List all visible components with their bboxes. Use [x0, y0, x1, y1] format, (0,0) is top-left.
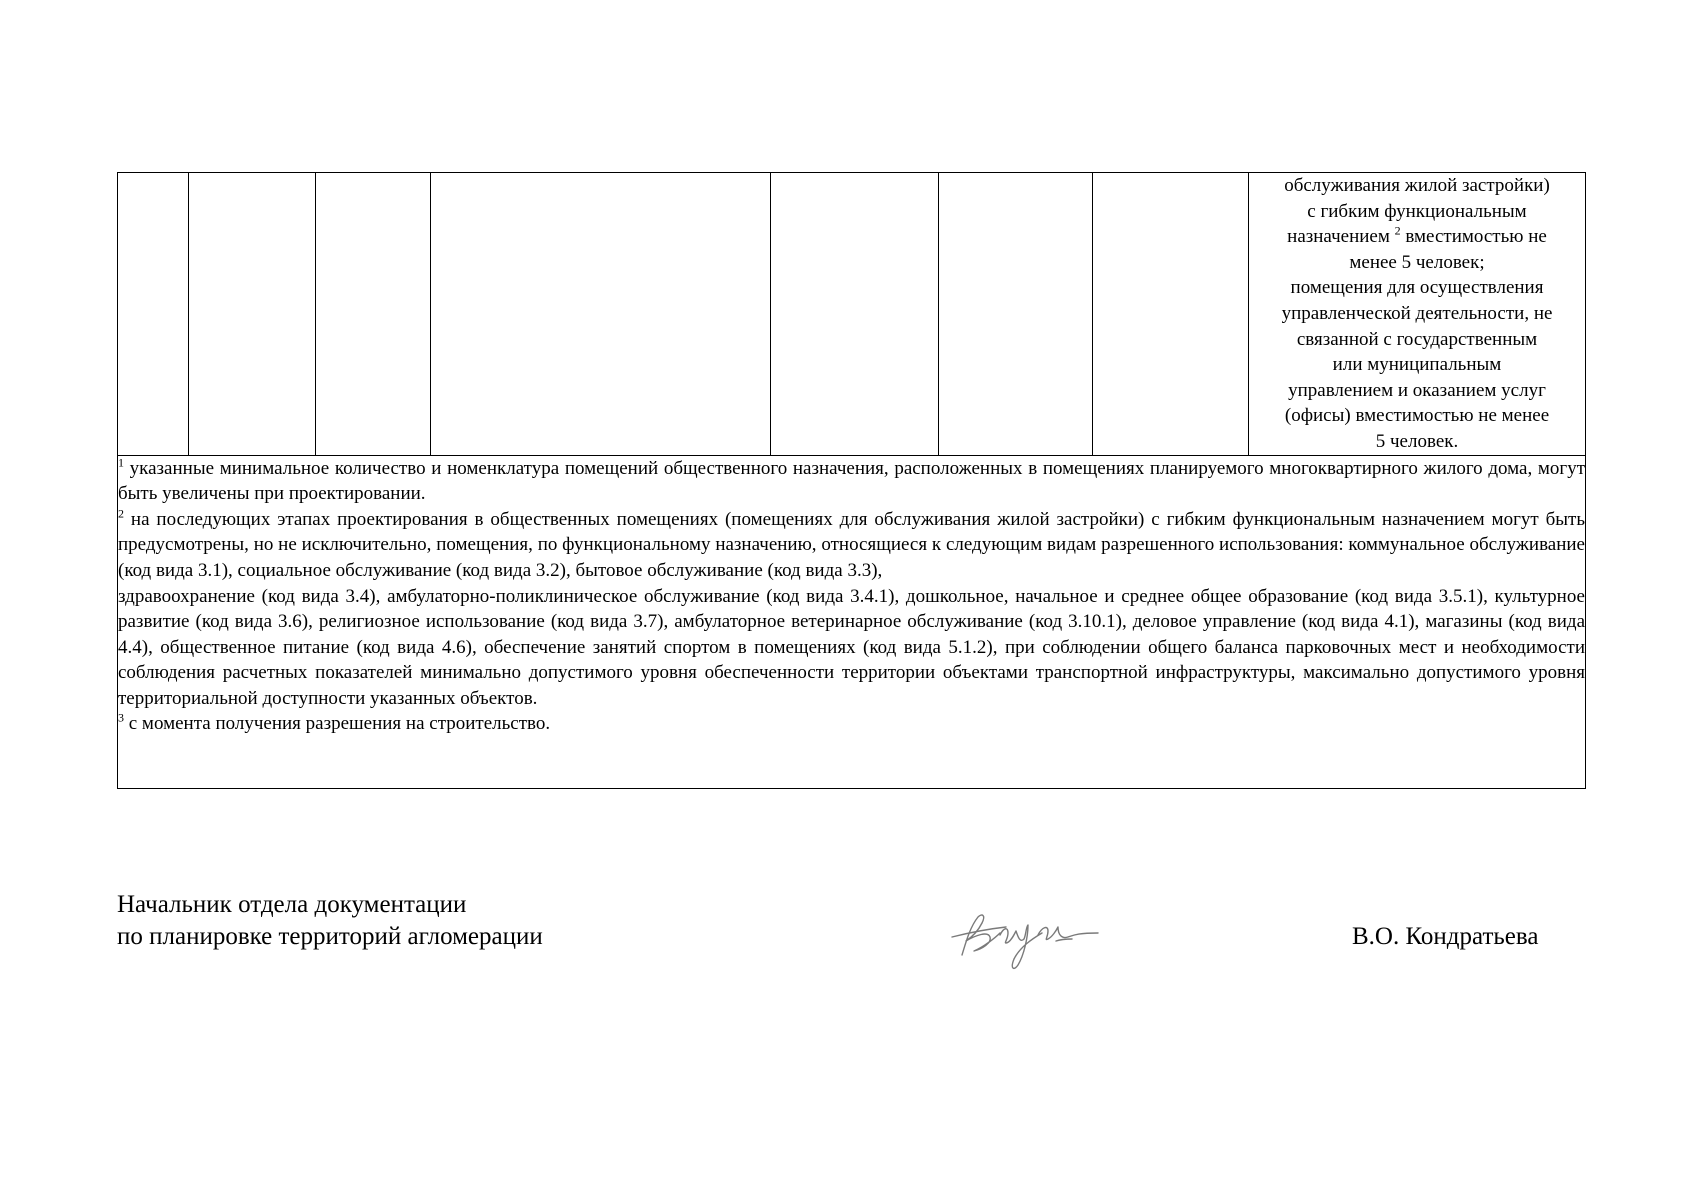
table-cell: [771, 173, 939, 456]
handwritten-signature: [948, 897, 1103, 972]
footnote-marker: 3: [118, 711, 124, 726]
footnote-text: на последующих этапах проектирования в общественных помещениях (помещениях для обслуживания жилой застройки) с гибким функциональным назначением могут быть предусмотрены, но не исключительно, помещения, по функциональному назначению, относящиеся к следующим видам разрешенного использования: коммунальное обслуживание (код вида 3.1), социальное обслуживание (код вида 3.2), бытовое обслуживание (код вида 3.3),: [118, 508, 1585, 581]
footnote-3: [118, 711, 1585, 737]
cell-line: управленческой деятельности, не: [1281, 302, 1553, 324]
cell-line: связанной с государственным: [1296, 328, 1538, 350]
table-cell: [316, 173, 431, 456]
table-cell: [189, 173, 316, 456]
footnote-text: с момента получения разрешения на строительство.: [124, 713, 551, 735]
cell-line-text: назначением: [1287, 226, 1395, 248]
requirements-table: [117, 172, 1586, 789]
footnote-2: [118, 507, 1585, 584]
table-cell: [1093, 173, 1249, 456]
cell-line: с гибким функциональным: [1307, 200, 1527, 222]
footnote-1: [118, 456, 1585, 507]
cell-line: менее 5 человек;: [1349, 251, 1485, 273]
footnotes-cell: [118, 455, 1586, 788]
footnote-text: указанные минимальное количество и номенклатура помещений общественного назначения, расположенных в помещениях планируемого многоквартирного жилого дома, могут быть увеличены при проектировании.: [118, 457, 1585, 505]
footnote-marker: 2: [1394, 223, 1401, 238]
signatory-position: [117, 889, 543, 953]
table-cell: [939, 173, 1093, 456]
footnote-marker: 1: [118, 455, 124, 470]
footnote-2-continued: [118, 584, 1585, 712]
cell-line-text: вместимостью не: [1400, 226, 1547, 248]
table-cell: [118, 173, 189, 456]
table-row: [118, 173, 1586, 456]
cell-line: или муниципальным: [1332, 354, 1502, 376]
footnote-text: здравоохранение (код вида 3.4), амбулаторно-поликлиническое обслуживание (код вида 3.4.1), дошкольное, начальное и среднее общее образование (код вида 3.5.1), культурное развитие (код вида 3.6), религиозное использование (код вида 3.7), амбулаторное ветеринарное обслуживание (код 3.10.1), деловое управление (код вида 4.1), магазины (код вида 4.4), общественное питание (код вида 4.6), обеспечение занятий спортом в помещениях (код вида 5.1.2), при соблюдении общего баланса парковочных мест и необходимости соблюдения расчетных показателей минимально допустимого уровня обеспеченности территории объектами транспортной инфраструктуры, максимально допустимого уровня территориальной доступности указанных объектов.: [118, 585, 1585, 709]
footnote-marker: 2: [118, 506, 124, 521]
cell-line: помещения для осуществления: [1290, 277, 1544, 299]
cell-line: [1249, 224, 1585, 250]
cell-line: 5 человек.: [1375, 430, 1459, 452]
signatory-name: В.О. Кондратьева: [1352, 923, 1539, 950]
premises-description-cell: [1249, 173, 1586, 456]
position-line: Начальник отдела документации: [117, 891, 467, 918]
position-line: по планировке территорий агломерации: [117, 923, 543, 950]
table-cell: [431, 173, 771, 456]
cell-line: управлением и оказанием услуг: [1288, 379, 1546, 401]
table-row: [118, 455, 1586, 788]
cell-line: обслуживания жилой застройки): [1284, 175, 1550, 196]
cell-line: (офисы) вместимостью не менее: [1284, 405, 1550, 427]
